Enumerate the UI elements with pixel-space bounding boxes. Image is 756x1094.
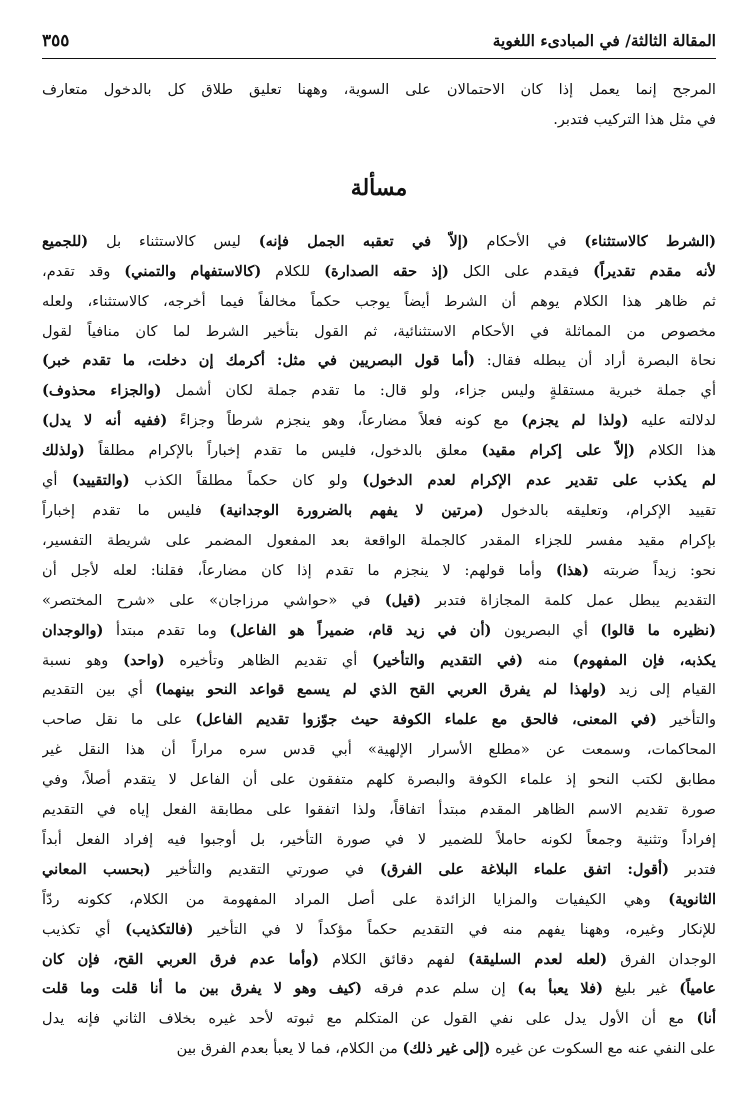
bold-phrase: (ولذا لم يجزم)	[521, 412, 629, 430]
bold-phrase: (إلاّ في تعقبه الجمل فإنه)	[258, 232, 469, 250]
text-run: في «حواشي مرزاجان» على «شرح المختصر»	[42, 591, 385, 609]
text-line	[42, 466, 716, 496]
text-run: من الكلام، فما لا يعبأ بعدم الفرق بين	[176, 1040, 403, 1058]
bold-phrase: (وأما عدم فرق العربي القح، فإن كان	[42, 950, 320, 968]
bold-phrase: (هذا)	[555, 561, 590, 579]
text-run: وقد تقدم،	[42, 262, 125, 280]
text-line	[42, 406, 716, 436]
text-run: ولو كان حكماً مطلقاً الكذب	[129, 472, 363, 490]
text-run: مخصوص من المماثلة في الأحكام الاستثنائية، ثم القول بتأخير الشرط لما كان منافياً لقول	[42, 322, 716, 340]
text-line	[42, 436, 716, 466]
bold-phrase: لم يكذب على تقدير عدم الإكرام لعدم الدخول)	[362, 472, 716, 490]
text-run: في الأحكام	[468, 232, 585, 250]
text-run: ثم ظاهر هذا الكلام يوهم أن الشرط أيضاً يوجب حكماً مخالفاً فيما أخرجه، كالاستثناء، ولعله	[42, 292, 716, 310]
text-run: على النفي عنه مع السكوت عن غيره	[490, 1040, 716, 1058]
text-run: معلق بالدخول، فليس ما تقدم إخباراً بالإكرام مطلقاً	[84, 442, 482, 460]
text-line	[42, 75, 716, 105]
bold-phrase: (واحد)	[123, 651, 165, 669]
text-run: أي	[42, 472, 73, 490]
bold-phrase: (كيف وهو لا يفرق بين ما أنا قلت وما قلت	[42, 980, 363, 998]
text-run: أي البصريون	[491, 621, 601, 639]
bold-phrase: أنا)	[696, 1010, 716, 1028]
text-line	[42, 105, 716, 135]
bold-phrase: (إلاّ على إكرام مقيد)	[481, 442, 636, 460]
running-header	[42, 22, 716, 59]
text-run: فتدبر	[668, 860, 716, 878]
text-run: والتأخير	[656, 711, 716, 729]
text-run: لفهم دقائق الكلام	[319, 950, 469, 968]
bold-phrase: (إذ حقه الصدارة)	[324, 262, 449, 280]
text-run: غير بليغ	[603, 980, 680, 998]
text-run: أي تكذيب	[42, 920, 126, 938]
body-paragraph	[42, 227, 716, 1064]
text-line	[42, 675, 716, 705]
text-run: المرجح إنما يعمل إذا كان الاحتمالان على السوية، وههنا تعليق طلاق كل بالدخول متعارف	[42, 81, 716, 98]
text-line	[42, 616, 716, 646]
bold-phrase: (نظيره ما قالوا)	[600, 621, 716, 639]
bold-phrase: عامياً)	[679, 980, 716, 998]
text-run: على ما نقل صاحب	[42, 711, 196, 729]
text-run: أي تقديم الظاهر وتأخيره	[164, 651, 373, 669]
text-line	[42, 646, 716, 676]
text-run: صورة تقديم الاسم الظاهر المقدم مبتدأ اتفاقاً، ولذا اتفقوا على مطابقة الفعل إياه في التقديم	[42, 801, 716, 819]
text-line	[42, 885, 716, 915]
bold-phrase: (إلى غير ذلك)	[402, 1040, 491, 1058]
text-run: في صورتي التقديم والتأخير	[150, 860, 381, 878]
text-line	[42, 974, 716, 1004]
text-run: فيقدم على الكل	[448, 262, 594, 280]
text-run: المحاكمات، وسمعت عن «مطلع الأسرار الإلهية» أبي قدس سره مراراً أن هذا النقل غير	[42, 741, 716, 759]
bold-phrase: (كالاستفهام والتمني)	[124, 262, 262, 280]
text-line	[42, 287, 716, 317]
text-line	[42, 765, 716, 795]
text-run: أي جملة خبرية مستقلةٍ وليس جزاء، ولو قال: ما تقدم جملة لكان أشمل	[161, 382, 716, 400]
text-run: وما تقدم مبتدأ	[103, 621, 230, 639]
text-run: مطابق لكتب النحو إذ علماء الكوفة والبصرة كلهم متفقون على أن الفاعل لا يتقدم أصلاً، وفي	[42, 771, 716, 789]
page-number: ٣٥٥	[42, 31, 70, 51]
text-line	[42, 317, 716, 347]
text-run: أي بين التقديم	[42, 681, 156, 699]
text-run: للكلام	[261, 262, 325, 280]
text-run: في مثل هذا التركيب فتدبر.	[553, 110, 716, 128]
bold-phrase: الثانوية)	[668, 890, 716, 908]
bold-phrase: (ففيه أنه لا يدل)	[42, 412, 168, 430]
text-run: إن سلم عدم فرقه	[362, 980, 518, 998]
text-run: وأما قولهم: لا ينجزم ما تقدم إذا كان مضارعاً، فقلنا: لعله لأجل أن	[42, 561, 556, 579]
bold-phrase: (ولذلك	[42, 442, 85, 460]
bold-phrase: (قيل)	[384, 591, 421, 609]
text-run: ليس كالاستثناء بل	[88, 232, 259, 250]
text-run: وهو نسبة	[42, 651, 124, 669]
text-line	[42, 1034, 716, 1064]
text-line	[42, 855, 716, 885]
text-run: نحو: زيداً ضربته	[589, 561, 716, 579]
text-run: القيام إلى زيد	[606, 681, 716, 699]
bold-phrase: (أقول: اتفق علماء البلاغة على الفرق)	[380, 860, 669, 878]
bold-phrase: (في المعنى، فالحق مع علماء الكوفة حيث جوّزوا تقديم الفاعل)	[195, 711, 657, 729]
bold-phrase: (فلا يعبأ به)	[517, 980, 603, 998]
text-run: التقديم يبطل عمل كلمة المجازاة فتدبر	[420, 591, 716, 609]
text-line	[42, 735, 716, 765]
text-line	[42, 526, 716, 556]
bold-phrase: (ولهذا لم يفرق العربي القح الذي لم يسمع قواعد النحو بينهما)	[155, 681, 607, 699]
bold-phrase: (الشرط كالاستثناء)	[584, 232, 716, 250]
bold-phrase: (مرتين لا يفهم بالضرورة الوجدانية)	[219, 501, 484, 519]
text-run: هذا الكلام	[635, 442, 716, 460]
text-line	[42, 795, 716, 825]
text-run: للإنكار وغيره، وههنا يفهم منه في التقديم حكماً مؤكداً لا في التأخير	[193, 920, 716, 938]
bold-phrase: (في التقديم والتأخير)	[372, 651, 524, 669]
section-title: مسألة	[350, 174, 408, 201]
bold-phrase: (والتقييد)	[72, 472, 130, 490]
bold-phrase: (أن في زيد قام، ضميراً هو الفاعل)	[229, 621, 492, 639]
intro-paragraph	[42, 75, 716, 135]
text-run: بإكرام مقيد مفسر للجزاء المقدر كالجملة الواقعة بعد المفعول المضمر على شريطة التفسير،	[42, 531, 716, 549]
text-run: فليس ما تقدم إخباراً	[42, 501, 220, 519]
text-line	[42, 915, 716, 945]
bold-phrase: يكذبه، فإن المفهوم)	[572, 651, 716, 669]
text-line	[42, 346, 716, 376]
text-run: منه	[523, 651, 573, 669]
bold-phrase: (أما قول البصريين في مثل: أكرمك إن دخلت، ما تقدم خبر)	[42, 352, 476, 370]
bold-phrase: (والجزاء محذوف)	[42, 382, 162, 400]
text-run: مع أن الأول يدل على نفي القول عن المتكلم مع ثبوته لأحد غيره بخلاف الثاني فإنه يدل	[42, 1010, 697, 1028]
text-line	[42, 496, 716, 526]
text-line	[42, 376, 716, 406]
text-run: مع كونه فعلاً مضارعاً، وهو ينجزم شرطاً وجزاءً	[167, 412, 522, 430]
text-run: تقييد الإكرام، وتعليقه بالدخول	[483, 501, 716, 519]
text-run: لدلالته عليه	[628, 412, 716, 430]
bold-phrase: (والوجدان	[42, 621, 104, 639]
bold-phrase: (لعله لعدم السليقة)	[468, 950, 608, 968]
text-run: إفراداً وتثنية وجمعاً لكونه حاملاً للضمير لا في صورة التأخير، بل أوجبوا فيه إفراد الفعل أبداً	[42, 830, 716, 848]
bold-phrase: (بحسب المعاني	[42, 860, 151, 878]
text-run: الوجدان الفرق	[607, 950, 716, 968]
bold-phrase: لأنه مقدم تقديراً)	[593, 262, 716, 280]
bold-phrase: (للجميع	[42, 232, 89, 250]
text-line	[42, 825, 716, 855]
text-line	[42, 586, 716, 616]
text-line	[42, 556, 716, 586]
text-line	[42, 227, 716, 257]
text-line	[42, 945, 716, 975]
text-run: نحاة البصرة أراد أن يبطله فقال:	[475, 352, 716, 370]
text-line	[42, 705, 716, 735]
text-run: وهي الكيفيات والمزايا الزائدة على أصل المراد المفهومة من الكلام، ككونه ردّاً	[42, 890, 669, 908]
text-line	[42, 257, 716, 287]
text-line	[42, 1004, 716, 1034]
header-title: المقالة الثالثة/ في المبادىء اللغوية	[492, 31, 716, 50]
bold-phrase: (فالتكذيب)	[125, 920, 194, 938]
